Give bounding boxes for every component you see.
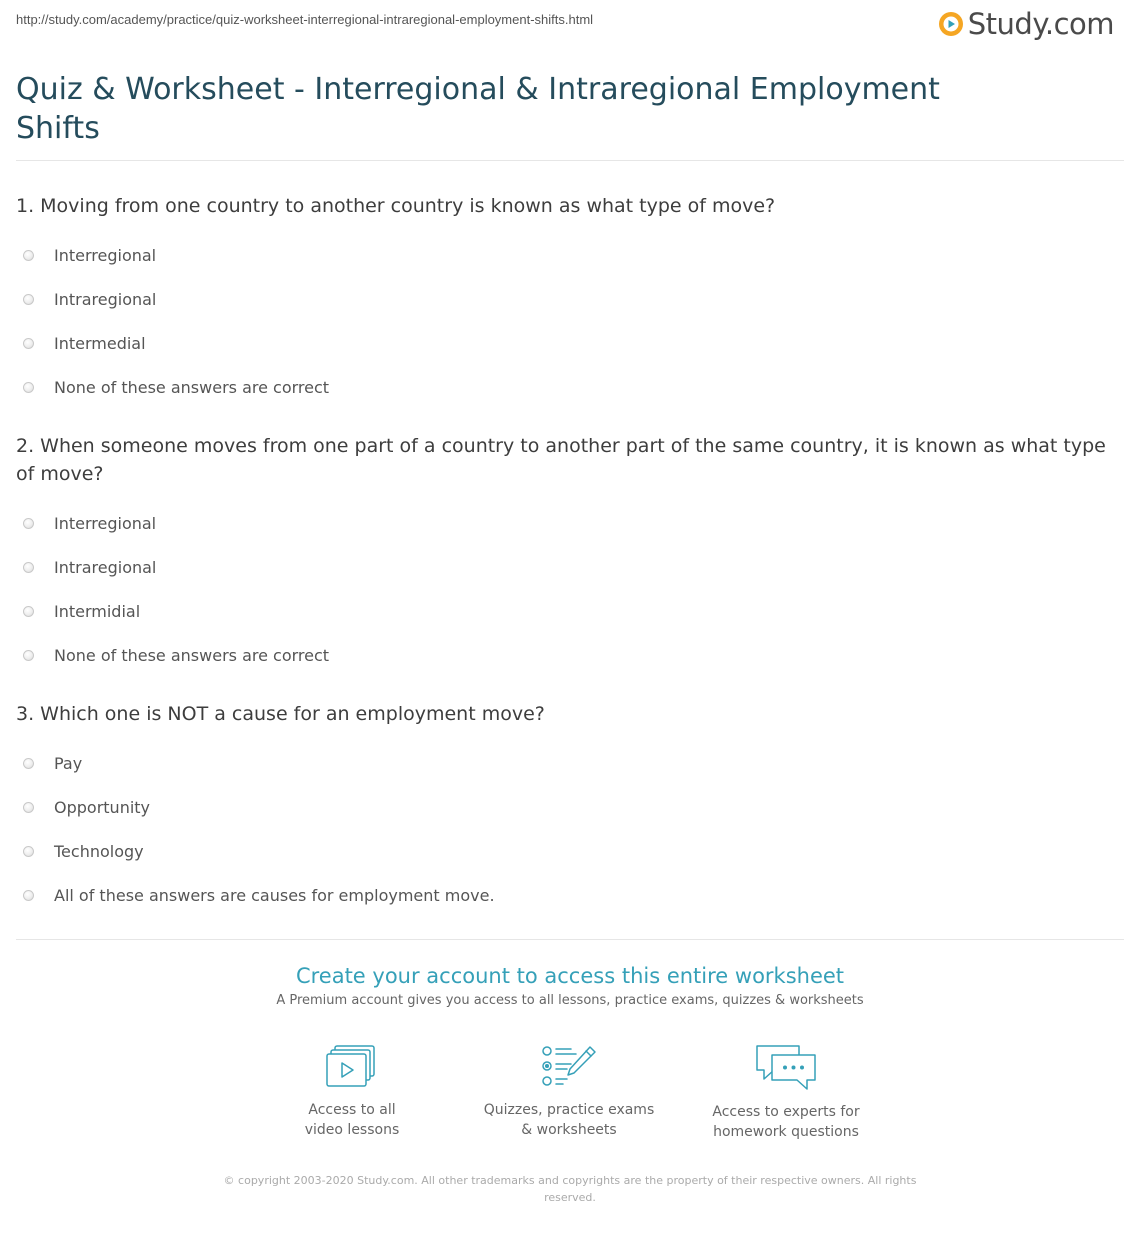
answer-options <box>16 233 1116 409</box>
feature-label: Quizzes, practice exams & worksheets <box>483 1102 655 1138</box>
answer-option[interactable] <box>16 785 1116 829</box>
answer-options <box>16 501 1116 677</box>
answer-label: Opportunity <box>54 797 151 817</box>
answer-option[interactable] <box>16 829 1116 873</box>
question-text: 2. When someone moves from one part of a country to another part of the same country, it is known as what type of move? <box>16 435 1106 485</box>
create-account-cta <box>0 962 1140 1010</box>
answer-label: All of these answers are causes for employment move. <box>54 885 495 905</box>
radio-button[interactable] <box>23 606 34 617</box>
page-url: http://study.com/academy/practice/quiz-worksheet-interregional-intraregional-employment-shifts.html <box>16 12 594 27</box>
answer-option[interactable] <box>16 741 1116 785</box>
video-lessons-icon <box>257 1044 447 1088</box>
header-divider <box>16 160 1124 161</box>
answer-option[interactable] <box>16 321 1116 365</box>
radio-button[interactable] <box>23 338 34 349</box>
feature-video-lessons <box>257 1044 447 1140</box>
play-circle-icon <box>938 11 964 37</box>
radio-button[interactable] <box>23 562 34 573</box>
radio-button[interactable] <box>23 802 34 813</box>
answer-option[interactable] <box>16 277 1116 321</box>
feature-quizzes <box>474 1044 664 1140</box>
answer-option[interactable] <box>16 233 1116 277</box>
answer-label: None of these answers are correct <box>54 645 330 665</box>
page-title: Quiz & Worksheet - Interregional & Intraregional Employment Shifts <box>16 72 940 146</box>
answer-options <box>16 741 1116 917</box>
question-text: 3. Which one is NOT a cause for an employment move? <box>16 703 545 725</box>
logo-text: Study.com <box>967 7 1114 41</box>
answer-label: Intermidial <box>54 601 141 621</box>
answer-label: Intraregional <box>54 289 157 309</box>
create-account-link[interactable]: Create your account to access this entire worksheet <box>295 964 845 988</box>
chat-bubbles-icon <box>691 1044 881 1090</box>
answer-option[interactable] <box>16 365 1116 409</box>
radio-button[interactable] <box>23 294 34 305</box>
answer-label: Interregional <box>54 513 157 533</box>
radio-button[interactable] <box>23 518 34 529</box>
answer-option[interactable] <box>16 589 1116 633</box>
question-3 <box>16 700 1116 917</box>
radio-button[interactable] <box>23 382 34 393</box>
answer-label: Intermedial <box>54 333 146 353</box>
answer-label: Intraregional <box>54 557 157 577</box>
section-divider <box>16 939 1124 940</box>
cta-subtitle: A Premium account gives you access to all lessons, practice exams, quizzes & worksheets <box>276 993 864 1008</box>
radio-button[interactable] <box>23 650 34 661</box>
answer-option[interactable] <box>16 873 1116 917</box>
answer-option[interactable] <box>16 633 1116 677</box>
answer-label: None of these answers are correct <box>54 377 330 397</box>
radio-button[interactable] <box>23 890 34 901</box>
copyright-text: © copyright 2003-2020 Study.com. All other trademarks and copyrights are the property of their respective owners. All rights reserved. <box>223 1174 917 1204</box>
question-text: 1. Moving from one country to another country is known as what type of move? <box>16 195 776 217</box>
study-logo[interactable] <box>938 6 1114 42</box>
answer-label: Interregional <box>54 245 157 265</box>
radio-button[interactable] <box>23 758 34 769</box>
question-1 <box>16 192 1116 409</box>
radio-button[interactable] <box>23 846 34 857</box>
feature-label: Access to all video lessons <box>304 1102 400 1138</box>
radio-button[interactable] <box>23 250 34 261</box>
answer-option[interactable] <box>16 501 1116 545</box>
answer-option[interactable] <box>16 545 1116 589</box>
answer-label: Technology <box>54 841 144 861</box>
question-2 <box>16 432 1116 677</box>
premium-features <box>0 1044 1140 1144</box>
feature-label: Access to experts for homework questions <box>712 1104 860 1140</box>
feature-experts <box>691 1044 881 1142</box>
answer-label: Pay <box>54 753 83 773</box>
quiz-checklist-icon <box>474 1044 664 1088</box>
